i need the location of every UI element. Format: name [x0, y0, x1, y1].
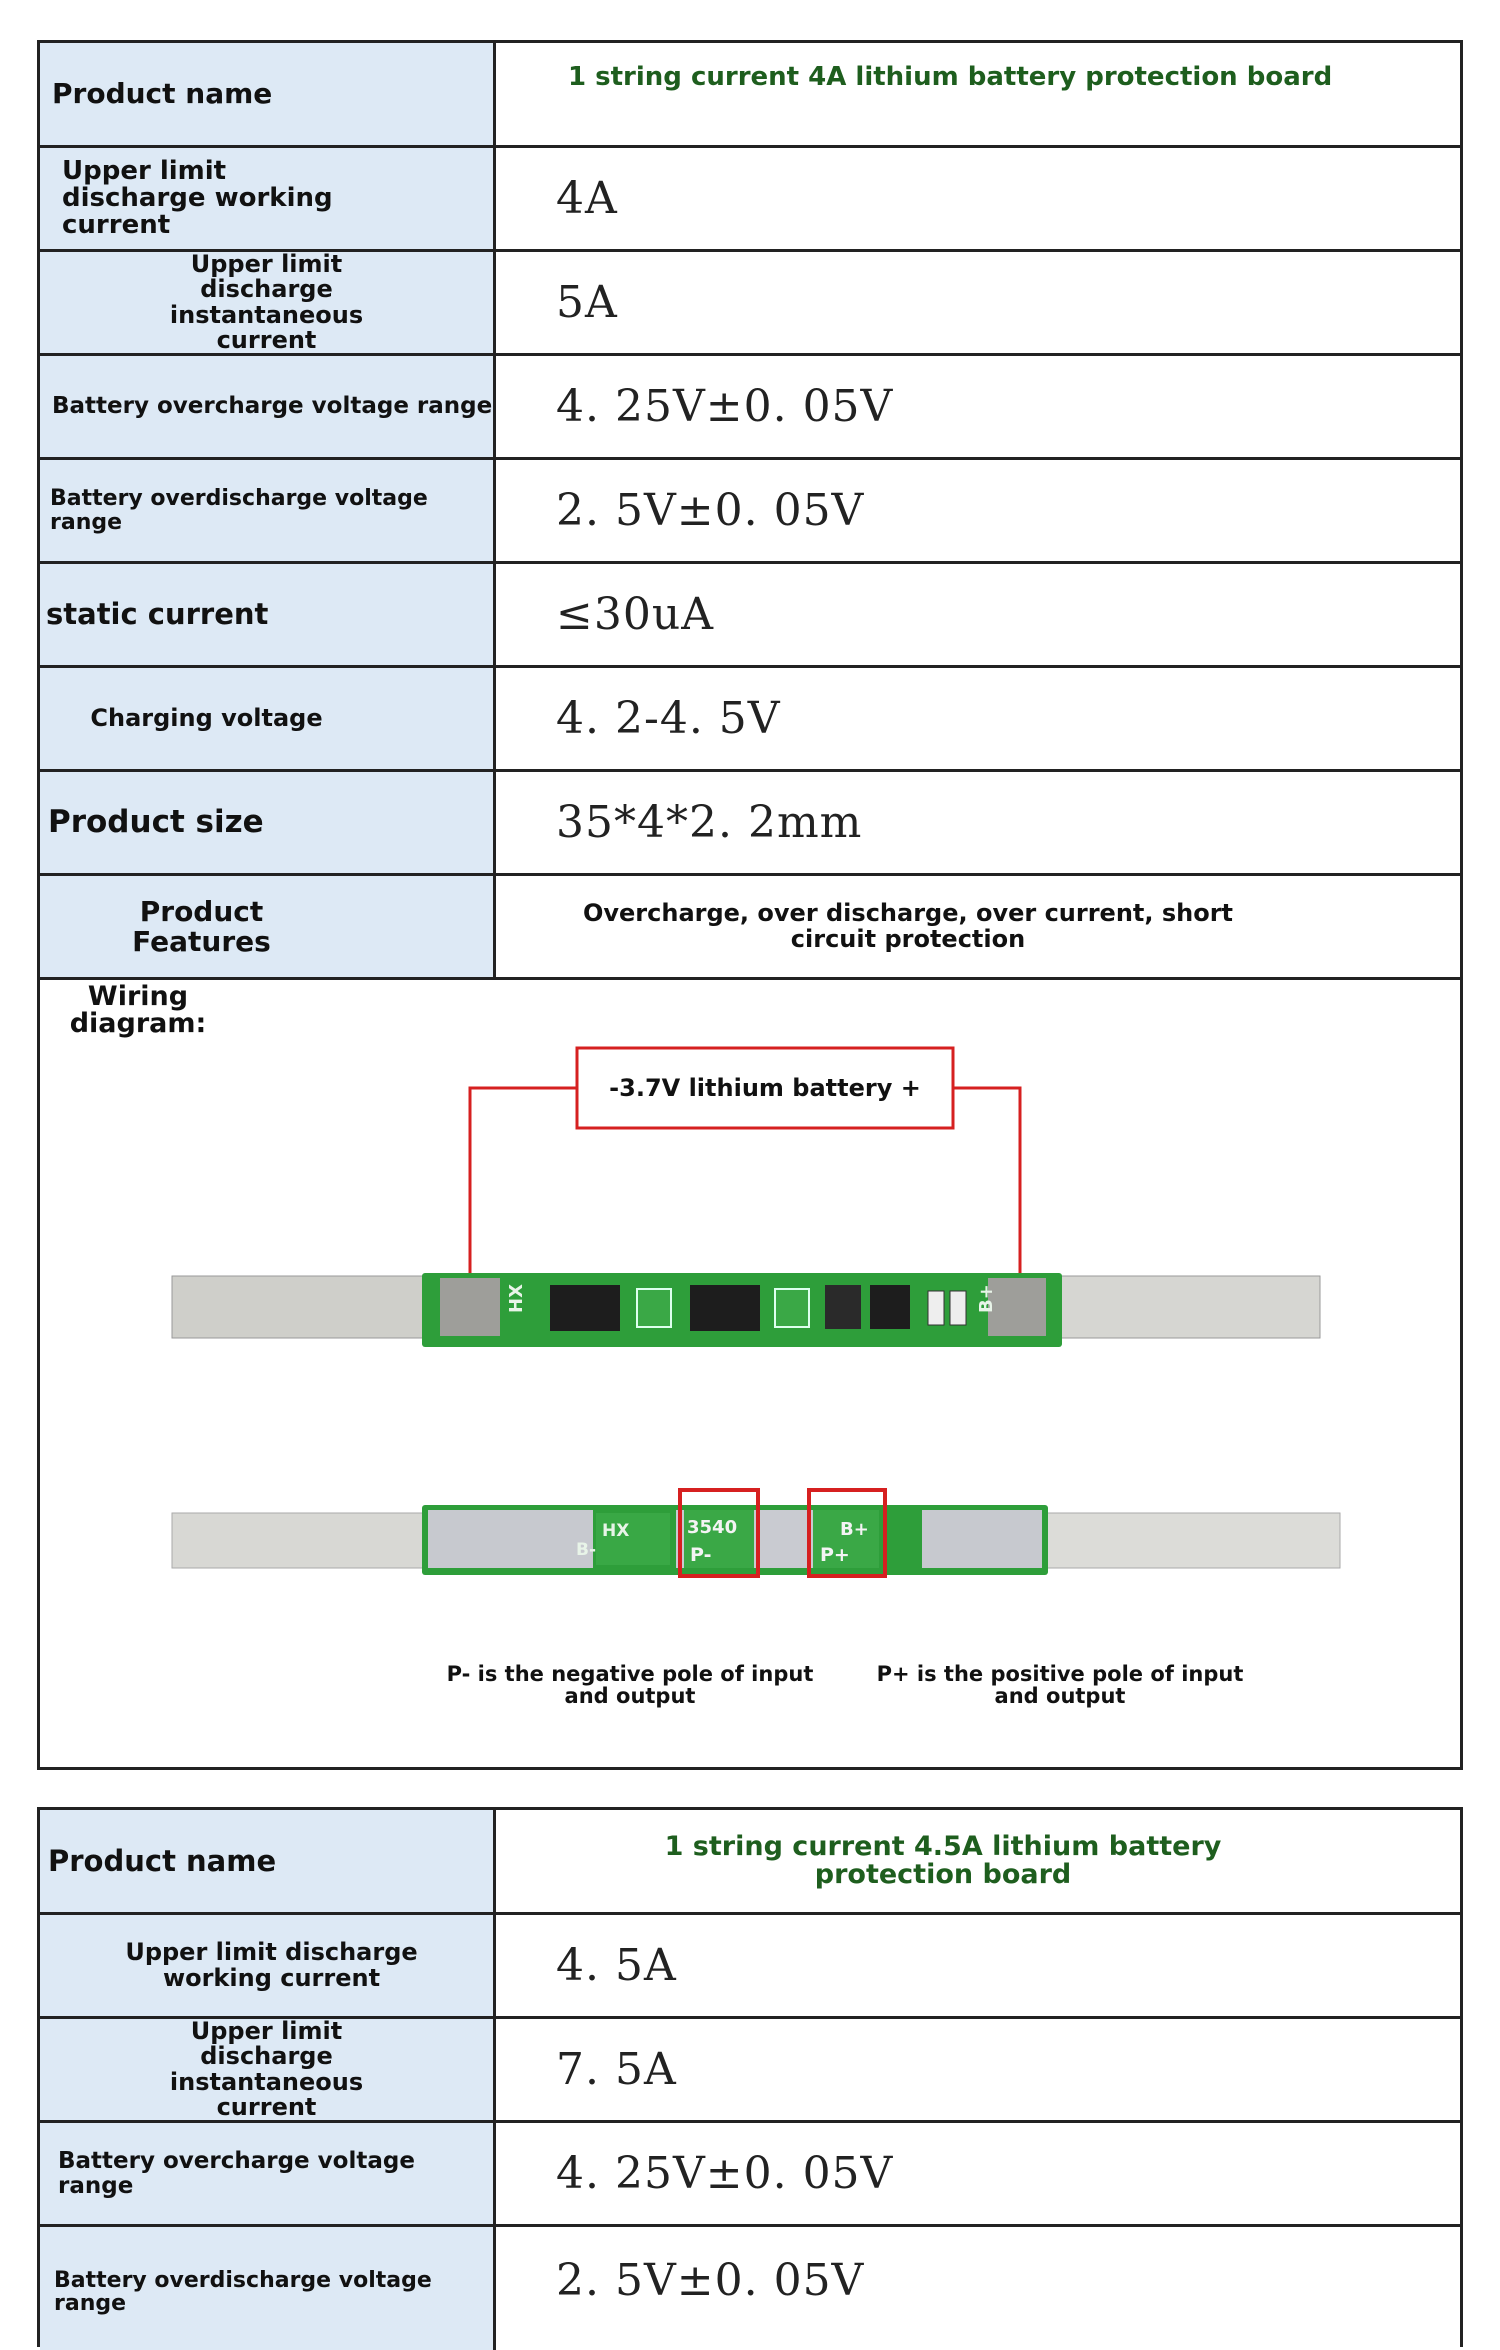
- product-name-value: 1 string current 4.5A lithium battery protection board: [664, 1830, 1222, 1890]
- row-label: Product name: [40, 43, 496, 145]
- row-value: 4. 5A: [556, 1940, 677, 1991]
- row-value: 4. 2-4. 5V: [556, 693, 781, 744]
- pcb2-text-bminus: B-: [576, 1540, 597, 1560]
- table-row: [40, 148, 1460, 252]
- row-value: 2. 5V±0. 05V: [556, 485, 865, 536]
- caption-pminus: P- is the negative pole of input and output: [446, 1662, 814, 1709]
- table-row: [40, 460, 1460, 564]
- table-row: [40, 1915, 1460, 2019]
- row-value: 7. 5A: [556, 2044, 677, 2095]
- row-label: Upper limit discharge instantaneous current: [40, 2019, 496, 2120]
- row-label: Battery overdischarge voltage range: [40, 460, 496, 561]
- row-label: Product name: [40, 1810, 496, 1912]
- row-label: Charging voltage: [40, 668, 496, 769]
- row-value: 4. 25V±0. 05V: [556, 381, 894, 432]
- spec-table-4a: [37, 40, 1463, 1770]
- row-value: 5A: [556, 277, 618, 328]
- table-row: [40, 356, 1460, 460]
- row-label: Battery overcharge voltage range: [40, 2123, 496, 2224]
- table-row: [40, 2019, 1460, 2123]
- row-label: Battery overdischarge voltage range: [40, 2227, 496, 2350]
- pcb-bottom-view: [172, 1490, 1340, 1576]
- pcb-text-hx: HX: [506, 1284, 527, 1313]
- pin-pplus: P+: [820, 1544, 850, 1566]
- pcb-text-bplus: B+: [976, 1284, 997, 1313]
- row-value: 2. 5V±0. 05V: [556, 2255, 865, 2306]
- table-row: [40, 772, 1460, 876]
- spec-table-4-5a: [37, 1807, 1463, 2347]
- table-row: [40, 252, 1460, 356]
- pcb-top-view: [172, 1273, 1320, 1347]
- row-label: Upper limit discharge working current: [40, 1915, 496, 2016]
- wiring-title: Wiring diagram:: [69, 981, 207, 1039]
- row-label: Battery overcharge voltage range: [40, 356, 496, 457]
- row-label: Product Features: [40, 876, 496, 977]
- pin-bplus: B+: [840, 1519, 869, 1540]
- row-label: Product size: [40, 772, 496, 873]
- table-row: [40, 1810, 1460, 1915]
- table-row: [40, 2227, 1460, 2350]
- pin-pminus: P-: [690, 1544, 712, 1566]
- row-label: Upper limit discharge instantaneous current: [40, 252, 496, 353]
- row-value: 35*4*2. 2mm: [556, 797, 863, 848]
- row-label: Upper limit discharge working current: [40, 148, 496, 249]
- table-row: [40, 668, 1460, 772]
- battery-label: -3.7V lithium battery +: [609, 1074, 921, 1102]
- table-row: [40, 2123, 1460, 2227]
- caption-pplus: P+ is the positive pole of input and output: [876, 1662, 1244, 1709]
- table-row: [40, 43, 1460, 148]
- table-row: [40, 564, 1460, 668]
- row-value: ≤30uA: [556, 589, 714, 640]
- table-row: [40, 876, 1460, 980]
- pcb2-text-hx: HX: [602, 1521, 630, 1541]
- row-label: static current: [40, 564, 496, 665]
- features-value: Overcharge, over discharge, over current, short circuit protection: [582, 899, 1234, 953]
- row-value: 4. 25V±0. 05V: [556, 2148, 894, 2199]
- product-name-value: 1 string current 4A lithium battery protection board: [568, 62, 1333, 93]
- row-value: 4A: [556, 173, 618, 224]
- wiring-diagram: [40, 973, 1460, 1767]
- chip-code-3540: 3540: [687, 1517, 738, 1538]
